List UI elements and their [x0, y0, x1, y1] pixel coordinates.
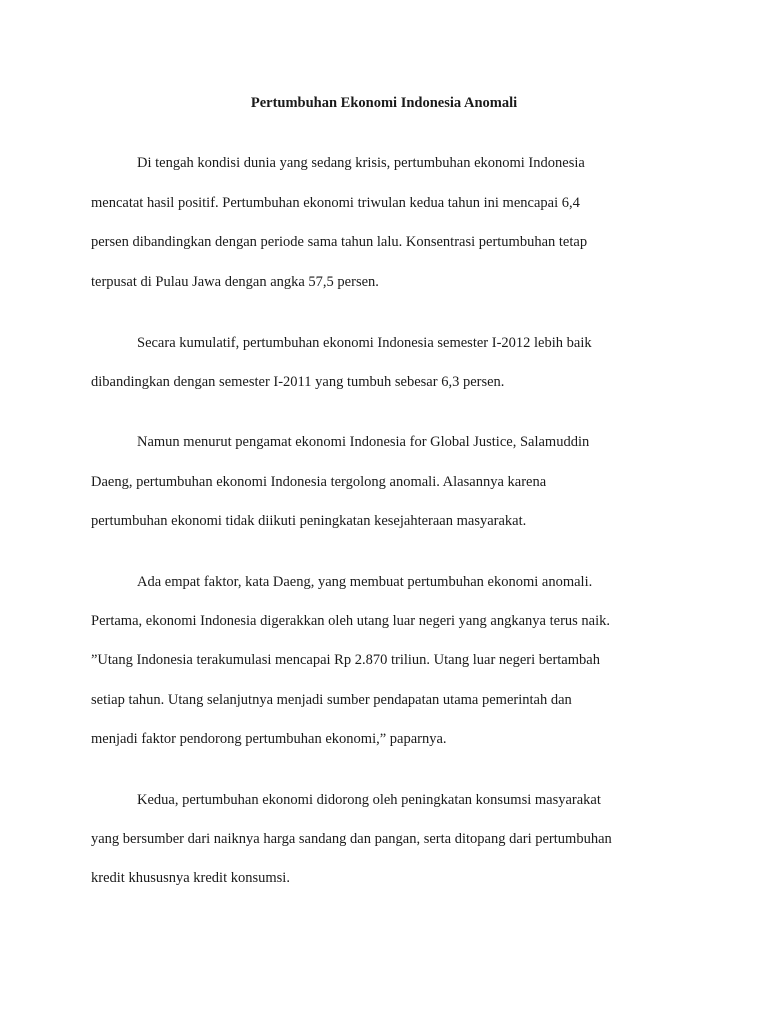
paragraph-3-line-3: pertumbuhan ekonomi tidak diikuti peningkatan kesejahteraan masyarakat. — [91, 513, 527, 529]
paragraph-5-line-2: yang bersumber dari naiknya harga sandang dan pangan, serta ditopang dari pertumbuhan — [91, 831, 612, 847]
paragraph-2-line-2: dibandingkan dengan semester I-2011 yang tumbuh sebesar 6,3 persen. — [91, 374, 505, 390]
paragraph-4-line-1: Ada empat faktor, kata Daeng, yang membuat pertumbuhan ekonomi anomali. — [137, 574, 593, 590]
paragraph-4-line-3: ”Utang Indonesia terakumulasi mencapai Rp 2.870 triliun. Utang luar negeri bertambah — [91, 652, 600, 668]
paragraph-2-line-1: Secara kumulatif, pertumbuhan ekonomi Indonesia semester I-2012 lebih baik — [137, 335, 592, 351]
paragraph-3-line-2: Daeng, pertumbuhan ekonomi Indonesia tergolong anomali. Alasannya karena — [91, 474, 547, 490]
paragraph-4-line-2: Pertama, ekonomi Indonesia digerakkan oleh utang luar negeri yang angkanya terus naik. — [91, 613, 611, 629]
paragraph-5-line-1: Kedua, pertumbuhan ekonomi didorong oleh peningkatan konsumsi masyarakat — [137, 792, 601, 808]
paragraph-1-line-1: Di tengah kondisi dunia yang sedang krisis, pertumbuhan ekonomi Indonesia — [137, 155, 585, 171]
paragraph-5-line-3: kredit khususnya kredit konsumsi. — [91, 870, 290, 886]
paragraph-4-line-5: menjadi faktor pendorong pertumbuhan ekonomi,” paparnya. — [91, 731, 447, 747]
document-title: Pertumbuhan Ekonomi Indonesia Anomali — [250, 95, 518, 111]
paragraph-4-line-4: setiap tahun. Utang selanjutnya menjadi sumber pendapatan utama pemerintah dan — [91, 692, 572, 708]
paragraph-1-line-2: mencatat hasil positif. Pertumbuhan ekonomi triwulan kedua tahun ini mencapai 6,4 — [91, 195, 580, 211]
paragraph-1-line-4: terpusat di Pulau Jawa dengan angka 57,5 persen. — [91, 274, 379, 290]
paragraph-3-line-1: Namun menurut pengamat ekonomi Indonesia for Global Justice, Salamuddin — [137, 434, 590, 450]
paragraph-1-line-3: persen dibandingkan dengan periode sama tahun lalu. Konsentrasi pertumbuhan tetap — [91, 234, 588, 250]
